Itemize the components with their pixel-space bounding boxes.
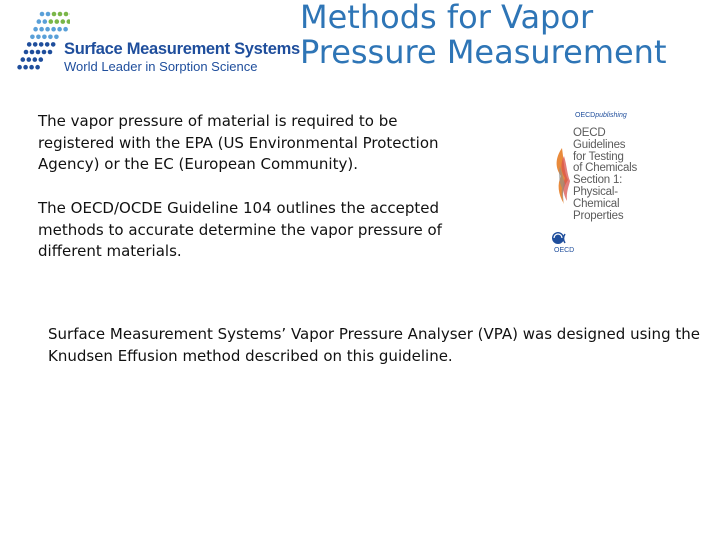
logo-dot: [23, 65, 28, 70]
cover-title-line: Chemical: [573, 197, 620, 210]
slide-title: [300, 0, 715, 70]
logo-dot: [58, 12, 63, 17]
cover-footer-logo-text: OECD: [554, 247, 575, 254]
logo-dot: [42, 35, 47, 40]
cover-title-line: Guidelines: [573, 138, 626, 151]
logo-dot: [67, 19, 71, 24]
logo-dot: [37, 19, 42, 24]
logo-dot: [17, 65, 22, 70]
cover-publisher: [575, 112, 627, 119]
logo-dot: [30, 50, 35, 55]
logo-dot: [48, 50, 53, 55]
logo-dot: [61, 19, 66, 24]
logo-dot: [48, 35, 53, 40]
logo-dot: [40, 12, 45, 17]
oecd-flame-icon: [552, 146, 572, 206]
logo-dot: [33, 57, 38, 62]
paragraph-registration: The vapor pressure of material is required to be registered with the EPA (US Environmental Protection Agency) or the EC (European Community).: [38, 112, 439, 173]
cover-title-line: Properties: [573, 209, 624, 222]
logo-dot: [57, 27, 62, 32]
logo-dot: [45, 27, 50, 32]
cover-publisher-suffix: publishing: [595, 112, 627, 119]
oecd-book-cover: [548, 108, 658, 258]
cover-title-line: OECD: [573, 127, 606, 139]
cover-title-line: for Testing: [573, 150, 624, 163]
logo-dot: [51, 42, 56, 47]
cover-title: [573, 128, 637, 222]
company-logo: [14, 10, 299, 76]
paragraph-vpa: Surface Measurement Systems’ Vapor Pressure Analyser (VPA) was designed using the Knudsen Effusion method described on this guideline.: [48, 325, 700, 365]
logo-dot: [27, 42, 32, 47]
logo-dot: [42, 50, 47, 55]
slide-title-line-1: Methods for Vapor: [300, 0, 594, 36]
logo-dot: [24, 50, 29, 55]
logo-dot: [39, 42, 44, 47]
logo-dot: [30, 35, 35, 40]
logo-dot: [54, 35, 59, 40]
logo-dot: [39, 57, 44, 62]
sms-dot-grid-icon: [14, 10, 70, 76]
logo-dot: [49, 19, 54, 24]
logo-dot: [29, 65, 34, 70]
logo-dot: [33, 42, 38, 47]
company-tagline: World Leader in Sorption Science: [64, 59, 258, 74]
slide-title-line-2: Pressure Measurement: [300, 33, 667, 71]
logo-dot: [63, 27, 68, 32]
company-name: Surface Measurement Systems: [64, 40, 300, 58]
logo-dot: [45, 42, 50, 47]
logo-dot: [21, 57, 26, 62]
paragraph-guideline: The OECD/OCDE Guideline 104 outlines the accepted methods to accurate determine the vapor pressure of different materials.: [38, 199, 442, 260]
logo-dot: [27, 57, 32, 62]
logo-dot: [51, 27, 56, 32]
logo-dot: [35, 65, 40, 70]
logo-dot: [33, 27, 38, 32]
cover-title-line: Section 1:: [573, 174, 623, 187]
logo-dot: [36, 35, 41, 40]
logo-dot: [39, 27, 44, 32]
cover-publisher-prefix: OECD: [575, 112, 596, 119]
logo-dot: [43, 19, 48, 24]
logo-dot: [55, 19, 60, 24]
oecd-globe-icon: [550, 230, 570, 246]
logo-dot: [46, 12, 51, 17]
logo-dot: [64, 12, 69, 17]
cover-title-line: Physical-: [573, 185, 618, 198]
logo-dot: [52, 12, 57, 17]
cover-title-line: of Chemicals: [573, 162, 638, 175]
logo-dot: [36, 50, 41, 55]
